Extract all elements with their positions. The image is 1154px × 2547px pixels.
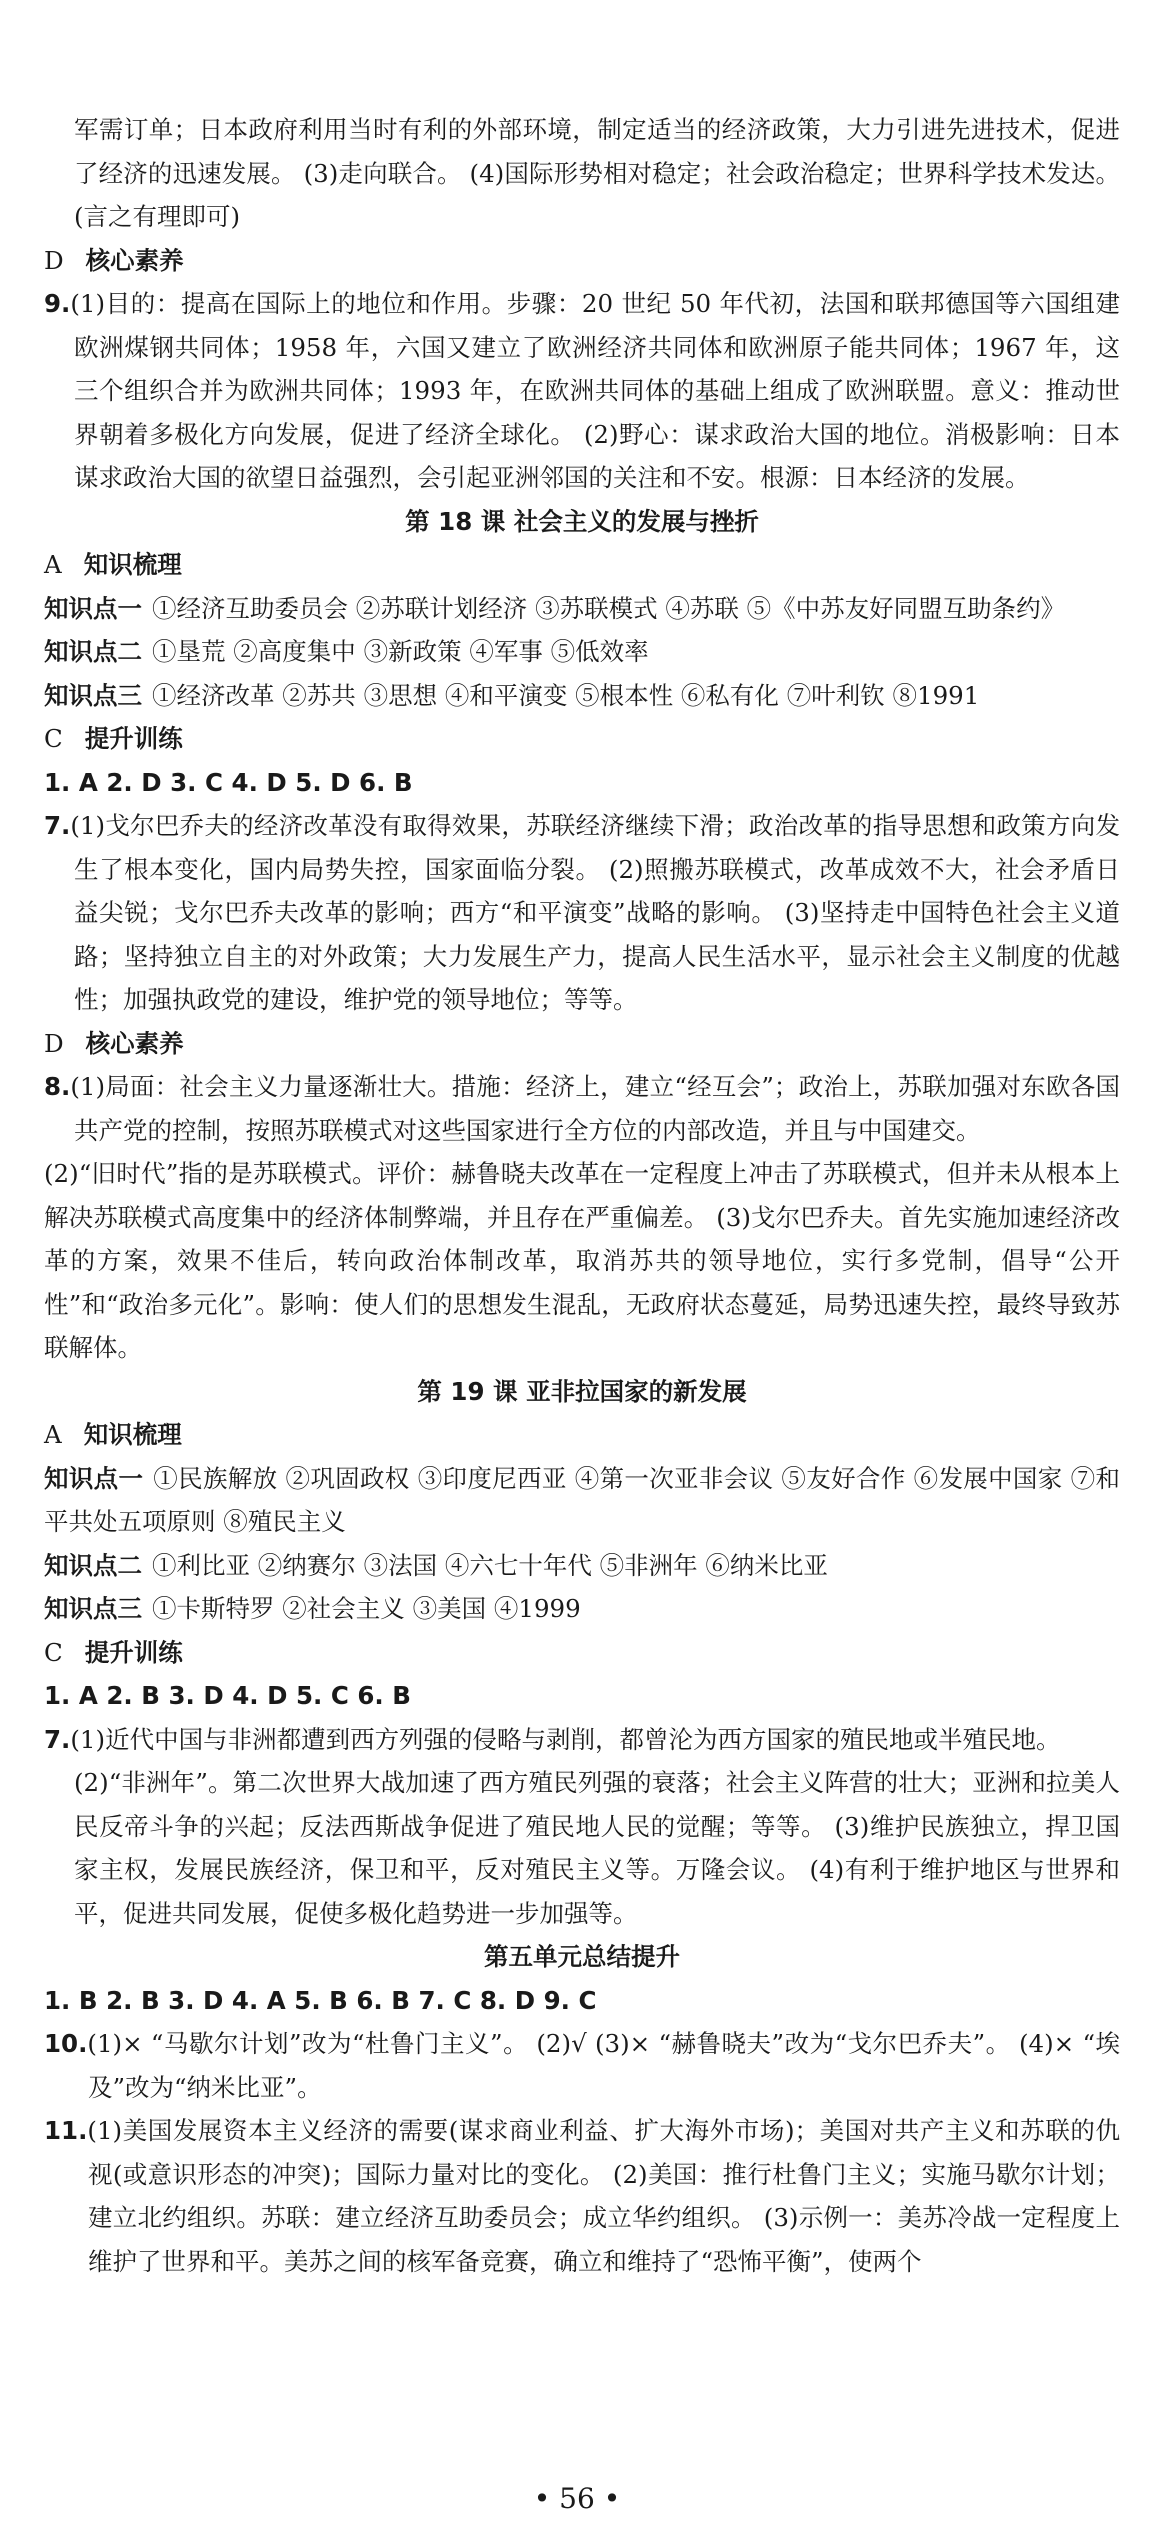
knowledge-point-text: ①民族解放 ②巩固政权 ③印度尼西亚 ④第一次亚非会议 ⑤友好合作 ⑥发展中国家 ⑦和平共处五项原则 ⑧殖民主义 [44, 1463, 1121, 1536]
knowledge-point-label: 知识点三 [44, 1594, 142, 1623]
section-label: 知识梳理 [83, 1420, 182, 1449]
section-label: 核心素养 [85, 1028, 184, 1058]
question-answer: (1)美国发展资本主义经济的需要(谋求商业利益、扩大海外市场)；美国对共产主义和苏联的仇视(或意识形态的冲突)；国际力量对比的变化。 (2)美国：推行杜鲁门主义；实施马歇尔计划；建立北约组织。苏联：建立经济互助委员会；成立华约组织。 (3)示例一：美苏冷战一定程度上维护了世界和平。美苏之间的核军备竞赛，确立和维持了“恐怖平衡”，使两个 [87, 2116, 1120, 2276]
continuation-text: 军需订单；日本政府利用当时有利的外部环境，制定适当的经济政策，大力引进先进技术，促进了经济的迅速发展。 (3)走向联合。 (4)国际形势相对稳定；社会政治稳定；世界科学技术发达。(言之有理即可) [74, 115, 1120, 231]
knowledge-point-2 [44, 630, 1120, 674]
question-answer: (1)戈尔巴乔夫的经济改革没有取得效果，苏联经济继续下滑；政治改革的指导思想和政策方向发生了根本变化，国内局势失控，国家面临分裂。 (2)照搬苏联模式，改革成效不大，社会矛盾日益尖锐；戈尔巴乔夫改革的影响；西方“和平演变”战略的影响。 (3)坚持走中国特色社会主义道路；坚持独立自主的对外政策；大力发展生产力，提高人民生活水平，显示社会主义制度的优越性；加强执政党的建设，维护党的领导地位；等等。 [70, 811, 1120, 1014]
knowledge-point-1 [44, 1457, 1120, 1544]
multiple-choice-answers: 1. A 2. B 3. D 4. D 5. C 6. B [44, 1681, 411, 1710]
multiple-choice-answers: 1. B 2. B 3. D 4. A 5. B 6. B 7. C 8. D 9. C [44, 1985, 597, 2015]
question-number: 7. [44, 811, 71, 840]
question-answer: (1)目的：提高在国际上的地位和作用。步骤：20 世纪 50 年代初，法国和联邦德国等六国组建欧洲煤钢共同体；1958 年，六国又建立了欧洲经济共同体和欧洲原子能共同体；1967 年，这三个组织合并为欧洲共同体；1993 年，在欧洲共同体的基础上组成了欧洲联盟。意义：推动世界朝着多极化方向发展，促进了经济全球化。 (2)野心：谋求政治大国的地位。消极影响：日本谋求政治大国的欲望日益强烈，会引起亚洲邻国的关注和不安。根源：日本经济的发展。 [70, 289, 1120, 492]
question-7 [44, 804, 1120, 1022]
section-heading-training [44, 1631, 1120, 1675]
section-tag: D [44, 245, 64, 275]
question-9 [44, 282, 1120, 500]
multiple-choice-answers: 1. A 2. D 3. C 4. D 5. D 6. B [44, 767, 413, 797]
question-10 [44, 2022, 1120, 2109]
section-label: 提升训练 [84, 1637, 183, 1667]
section-tag: C [44, 724, 63, 753]
unit-5-summary-title: 第五单元总结提升 [484, 1942, 680, 1971]
lesson-19-title: 第 19 课 亚非拉国家的新发展 [417, 1376, 747, 1406]
section-heading-knowledge [44, 543, 1120, 587]
knowledge-point-3 [44, 1587, 1120, 1631]
section-label: 知识梳理 [83, 550, 182, 579]
lesson-18-title: 第 18 课 社会主义的发展与挫折 [405, 506, 759, 536]
page-content [44, 108, 1120, 2283]
question-7 [44, 1718, 1120, 1762]
question-answer: (1)× “马歇尔计划”改为“杜鲁门主义”。 (2)√ (3)× “赫鲁晓夫”改为“戈尔巴乔夫”。 (4)× “埃及”改为“纳米比亚”。 [87, 2029, 1120, 2102]
section-label: 核心素养 [85, 245, 184, 275]
knowledge-point-label: 知识点二 [44, 1550, 142, 1580]
knowledge-point-label: 知识点一 [44, 1463, 144, 1493]
section-heading-core [44, 239, 1120, 283]
question-number: 9. [44, 289, 71, 318]
question-number: 8. [44, 1072, 71, 1101]
knowledge-point-label: 知识点三 [44, 680, 142, 710]
knowledge-point-text: ①垦荒 ②高度集中 ③新政策 ④军事 ⑤低效率 [152, 637, 649, 666]
page-number: • 56 • [533, 2482, 621, 2515]
section-tag: A [44, 550, 62, 579]
knowledge-point-label: 知识点一 [44, 593, 142, 623]
question-7-part-2: (2)“非洲年”。第二次世界大战加速了西方殖民列强的衰落；社会主义阵营的壮大；亚洲和拉美人民反帝斗争的兴起；反法西斯战争促进了殖民地人民的觉醒；等等。 (3)维护民族独立，捍卫国家主权，发展民族经济，保卫和平，反对殖民主义等。万隆会议。 (4)有利于维护地区与世界和平，促进共同发展，促使多极化趋势进一步加强等。 [74, 1768, 1120, 1928]
section-tag: A [44, 1420, 62, 1449]
question-answer: (1)局面：社会主义力量逐渐壮大。措施：经济上，建立“经互会”；政治上，苏联加强对东欧各国共产党的控制，按照苏联模式对这些国家进行全方位的内部改造，并且与中国建交。 [70, 1072, 1120, 1145]
section-tag: C [44, 1637, 63, 1667]
knowledge-point-label: 知识点二 [44, 637, 142, 666]
knowledge-point-1 [44, 587, 1120, 631]
question-number: 7. [44, 1724, 71, 1754]
question-number: 11. [44, 2116, 88, 2145]
section-heading-knowledge [44, 1413, 1120, 1457]
question-8-part-2: (2)“旧时代”指的是苏联模式。评价：赫鲁晓夫改革在一定程度上冲击了苏联模式，但并未从根本上解决苏联模式高度集中的经济体制弊端，并且存在严重偏差。 (3)戈尔巴乔夫。首先实施加速经济改革的方案，效果不佳后，转向政治体制改革，取消苏共的领导地位，实行多党制，倡导“公开性”和“政治多元化”。影响：使人们的思想发生混乱，无政府状态蔓延，局势迅速失控，最终导致苏联解体。 [44, 1159, 1120, 1362]
section-heading-training [44, 717, 1120, 761]
knowledge-point-text: ①经济改革 ②苏共 ③思想 ④和平演变 ⑤根本性 ⑥私有化 ⑦叶利钦 ⑧1991 [152, 680, 980, 710]
question-number: 10. [44, 2029, 88, 2058]
question-8 [44, 1065, 1120, 1152]
section-heading-core [44, 1022, 1120, 1066]
knowledge-point-2 [44, 1544, 1120, 1588]
knowledge-point-3 [44, 674, 1120, 718]
section-tag: D [44, 1028, 64, 1058]
knowledge-point-text: ①利比亚 ②纳赛尔 ③法国 ④六七十年代 ⑤非洲年 ⑥纳米比亚 [152, 1550, 828, 1580]
question-11 [44, 2109, 1120, 2283]
question-answer: (1)近代中国与非洲都遭到西方列强的侵略与剥削，都曾沦为西方国家的殖民地或半殖民地。 [70, 1724, 1061, 1754]
knowledge-point-text: ①经济互助委员会 ②苏联计划经济 ③苏联模式 ④苏联 ⑤《中苏友好同盟互助条约》 [152, 593, 1066, 623]
section-label: 提升训练 [84, 724, 183, 753]
knowledge-point-text: ①卡斯特罗 ②社会主义 ③美国 ④1999 [152, 1594, 581, 1623]
